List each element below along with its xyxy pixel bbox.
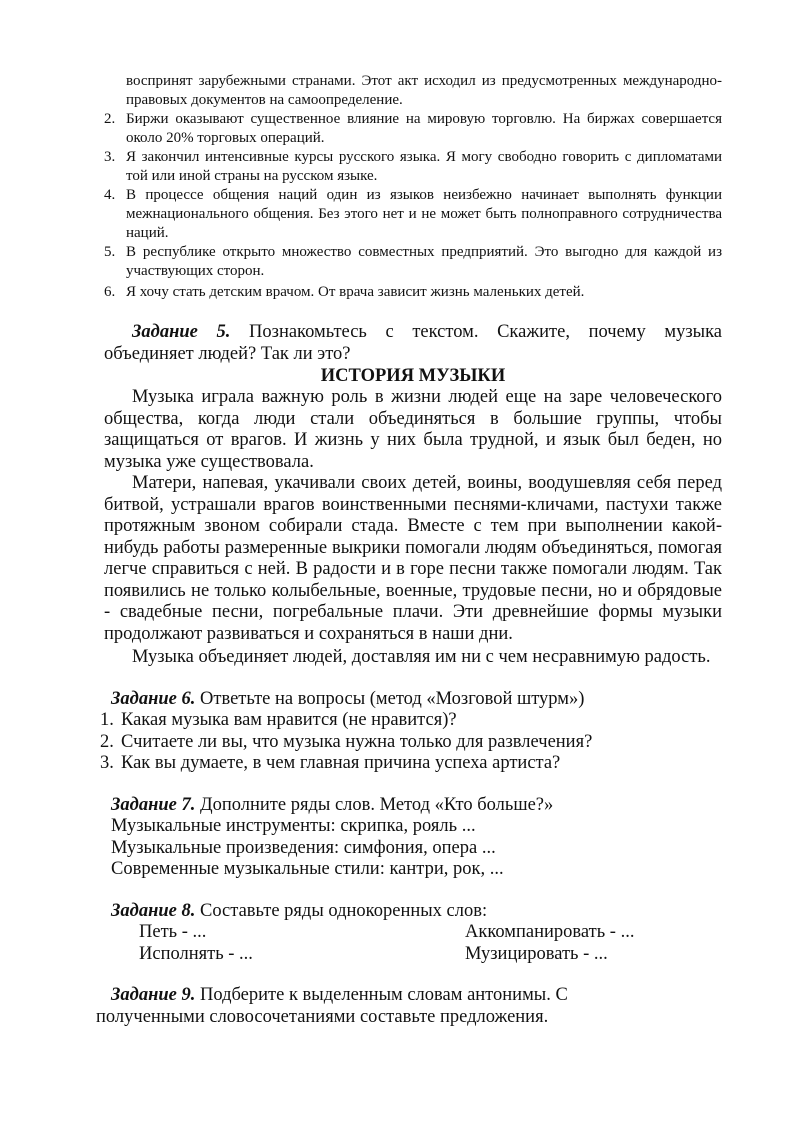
word-row bbox=[111, 922, 722, 944]
task-8 bbox=[104, 901, 722, 966]
list-item-number: 2. bbox=[104, 111, 116, 127]
task-7-text: Дополните ряды слов. Метод «Кто больше?» bbox=[200, 794, 554, 815]
task-7 bbox=[104, 795, 722, 881]
question-item bbox=[100, 732, 722, 754]
question-number: 2. bbox=[100, 731, 114, 752]
question-number: 1. bbox=[100, 710, 114, 730]
word-left: Исполнять - ... bbox=[139, 943, 253, 964]
article-paragraph-2: Матери, напевая, укачивали своих детей, воины, воодушевляя себя перед битвой, устрашали врагов воинственными песнями-кличами, пастухи также протяжным звоном собирали стада. Вместе с тем при выполнении какой-нибудь работы размеренные выкрики помогали людям объединяться, помогая легче справиться с ней. В радости и в горе песни также помогали людям. Так появились не только колыбельные, военные, трудовые песни, но и обрядовые - свадебные песни, погребальные плачи. Эти древнейшие формы музыки продолжают развиваться и сохраняться в наши дни. bbox=[104, 473, 722, 644]
article-title: ИСТОРИЯ МУЗЫКИ bbox=[320, 366, 506, 386]
task-9 bbox=[96, 985, 722, 1028]
list-item-text: Биржи оказывают существенное влияние на мировую торговлю. На биржах совершается около 20% торговых операций. bbox=[126, 111, 722, 146]
top-list bbox=[104, 72, 722, 110]
task-6-label: Задание 6. bbox=[111, 688, 196, 709]
question-number: 3. bbox=[100, 753, 114, 773]
question-item bbox=[100, 710, 722, 732]
list-item bbox=[104, 243, 722, 281]
task-9-line-2: полученными словосочетаниями составьте предложения. bbox=[96, 1006, 549, 1027]
list-item-number: 6. bbox=[104, 284, 116, 300]
list-item bbox=[104, 110, 722, 148]
list-item-1-tail: воспринят зарубежными странами. Этот акт исходил из предусмотренных международно-правовых документов на самоопределение. bbox=[126, 73, 722, 108]
list-item-number: 3. bbox=[104, 149, 116, 165]
task-8-heading bbox=[111, 901, 722, 923]
task-9-line-1 bbox=[104, 985, 722, 1007]
task-8-text: Составьте ряды однокоренных слов: bbox=[200, 900, 488, 921]
list-item-text: Я хочу стать детским врачом. От врача зависит жизнь маленьких детей. bbox=[126, 284, 585, 300]
task-6 bbox=[100, 688, 722, 775]
task-6-heading bbox=[111, 689, 722, 711]
article-paragraph-1: Музыка играла важную роль в жизни людей еще на заре человеческого общества, когда люди стали объединяться в большие группы, чтобы защищаться от врагов. И жизнь у них была трудной, и язык был беден, но музыка уже существовала. bbox=[104, 387, 722, 472]
list-item-text: В процессе общения наций один из языков неизбежно начинает выполнять функции межнационального общения. Без этого нет и не может быть полноправного сотрудничества наций. bbox=[126, 187, 722, 241]
task-7-line: Музыкальные инструменты: скрипка, рояль ... bbox=[111, 816, 476, 836]
task-7-line: Музыкальные произведения: симфония, опера ... bbox=[111, 837, 496, 858]
question-text: Считаете ли вы, что музыка нужна только для развлечения? bbox=[121, 731, 593, 752]
list-item-text: Я закончил интенсивные курсы русского языка. Я могу свободно говорить с дипломатами той или иной страны на русском языке. bbox=[126, 149, 722, 184]
task-7-label: Задание 7. bbox=[111, 794, 196, 815]
article-paragraph-3: Музыка объединяет людей, доставляя им ни с чем несравнимую радость. bbox=[132, 647, 711, 667]
task-6-text: Ответьте на вопросы (метод «Мозговой штурм») bbox=[200, 688, 585, 709]
list-item bbox=[104, 283, 722, 302]
list-item-number: 5. bbox=[104, 244, 116, 260]
word-row bbox=[111, 944, 722, 966]
task-9-text: Подберите к выделенным словам антонимы. С bbox=[200, 985, 568, 1005]
task-5 bbox=[104, 322, 722, 365]
top-numbered-list bbox=[104, 110, 722, 302]
task-8-label: Задание 8. bbox=[111, 900, 196, 921]
word-right: Аккомпанировать - ... bbox=[465, 922, 635, 942]
task-7-heading bbox=[111, 795, 722, 817]
task-5-line-1 bbox=[104, 322, 722, 344]
task-5-label: Задание 5. bbox=[132, 322, 231, 342]
task-6-questions bbox=[100, 710, 722, 775]
question-text: Как вы думаете, в чем главная причина успеха артиста? bbox=[121, 753, 561, 773]
article bbox=[104, 365, 722, 669]
question-text: Какая музыка вам нравится (не нравится)? bbox=[121, 710, 457, 730]
word-right: Музицировать - ... bbox=[465, 943, 608, 964]
list-item bbox=[104, 186, 722, 243]
word-left: Петь - ... bbox=[139, 922, 207, 942]
list-item-text: В республике открыто множество совместных предприятий. Это выгодно для каждой из участвующих сторон. bbox=[126, 244, 722, 279]
task-5-line-2: объединяет людей? Так ли это? bbox=[104, 343, 351, 364]
list-item-number: 4. bbox=[104, 187, 116, 203]
task-9-label: Задание 9. bbox=[111, 985, 196, 1005]
question-item bbox=[100, 753, 722, 775]
task-7-line: Современные музыкальные стили: кантри, рок, ... bbox=[111, 859, 504, 879]
task-5-text: Познакомьтесь с текстом. Скажите, почему музыка bbox=[249, 322, 722, 342]
list-item bbox=[104, 148, 722, 186]
